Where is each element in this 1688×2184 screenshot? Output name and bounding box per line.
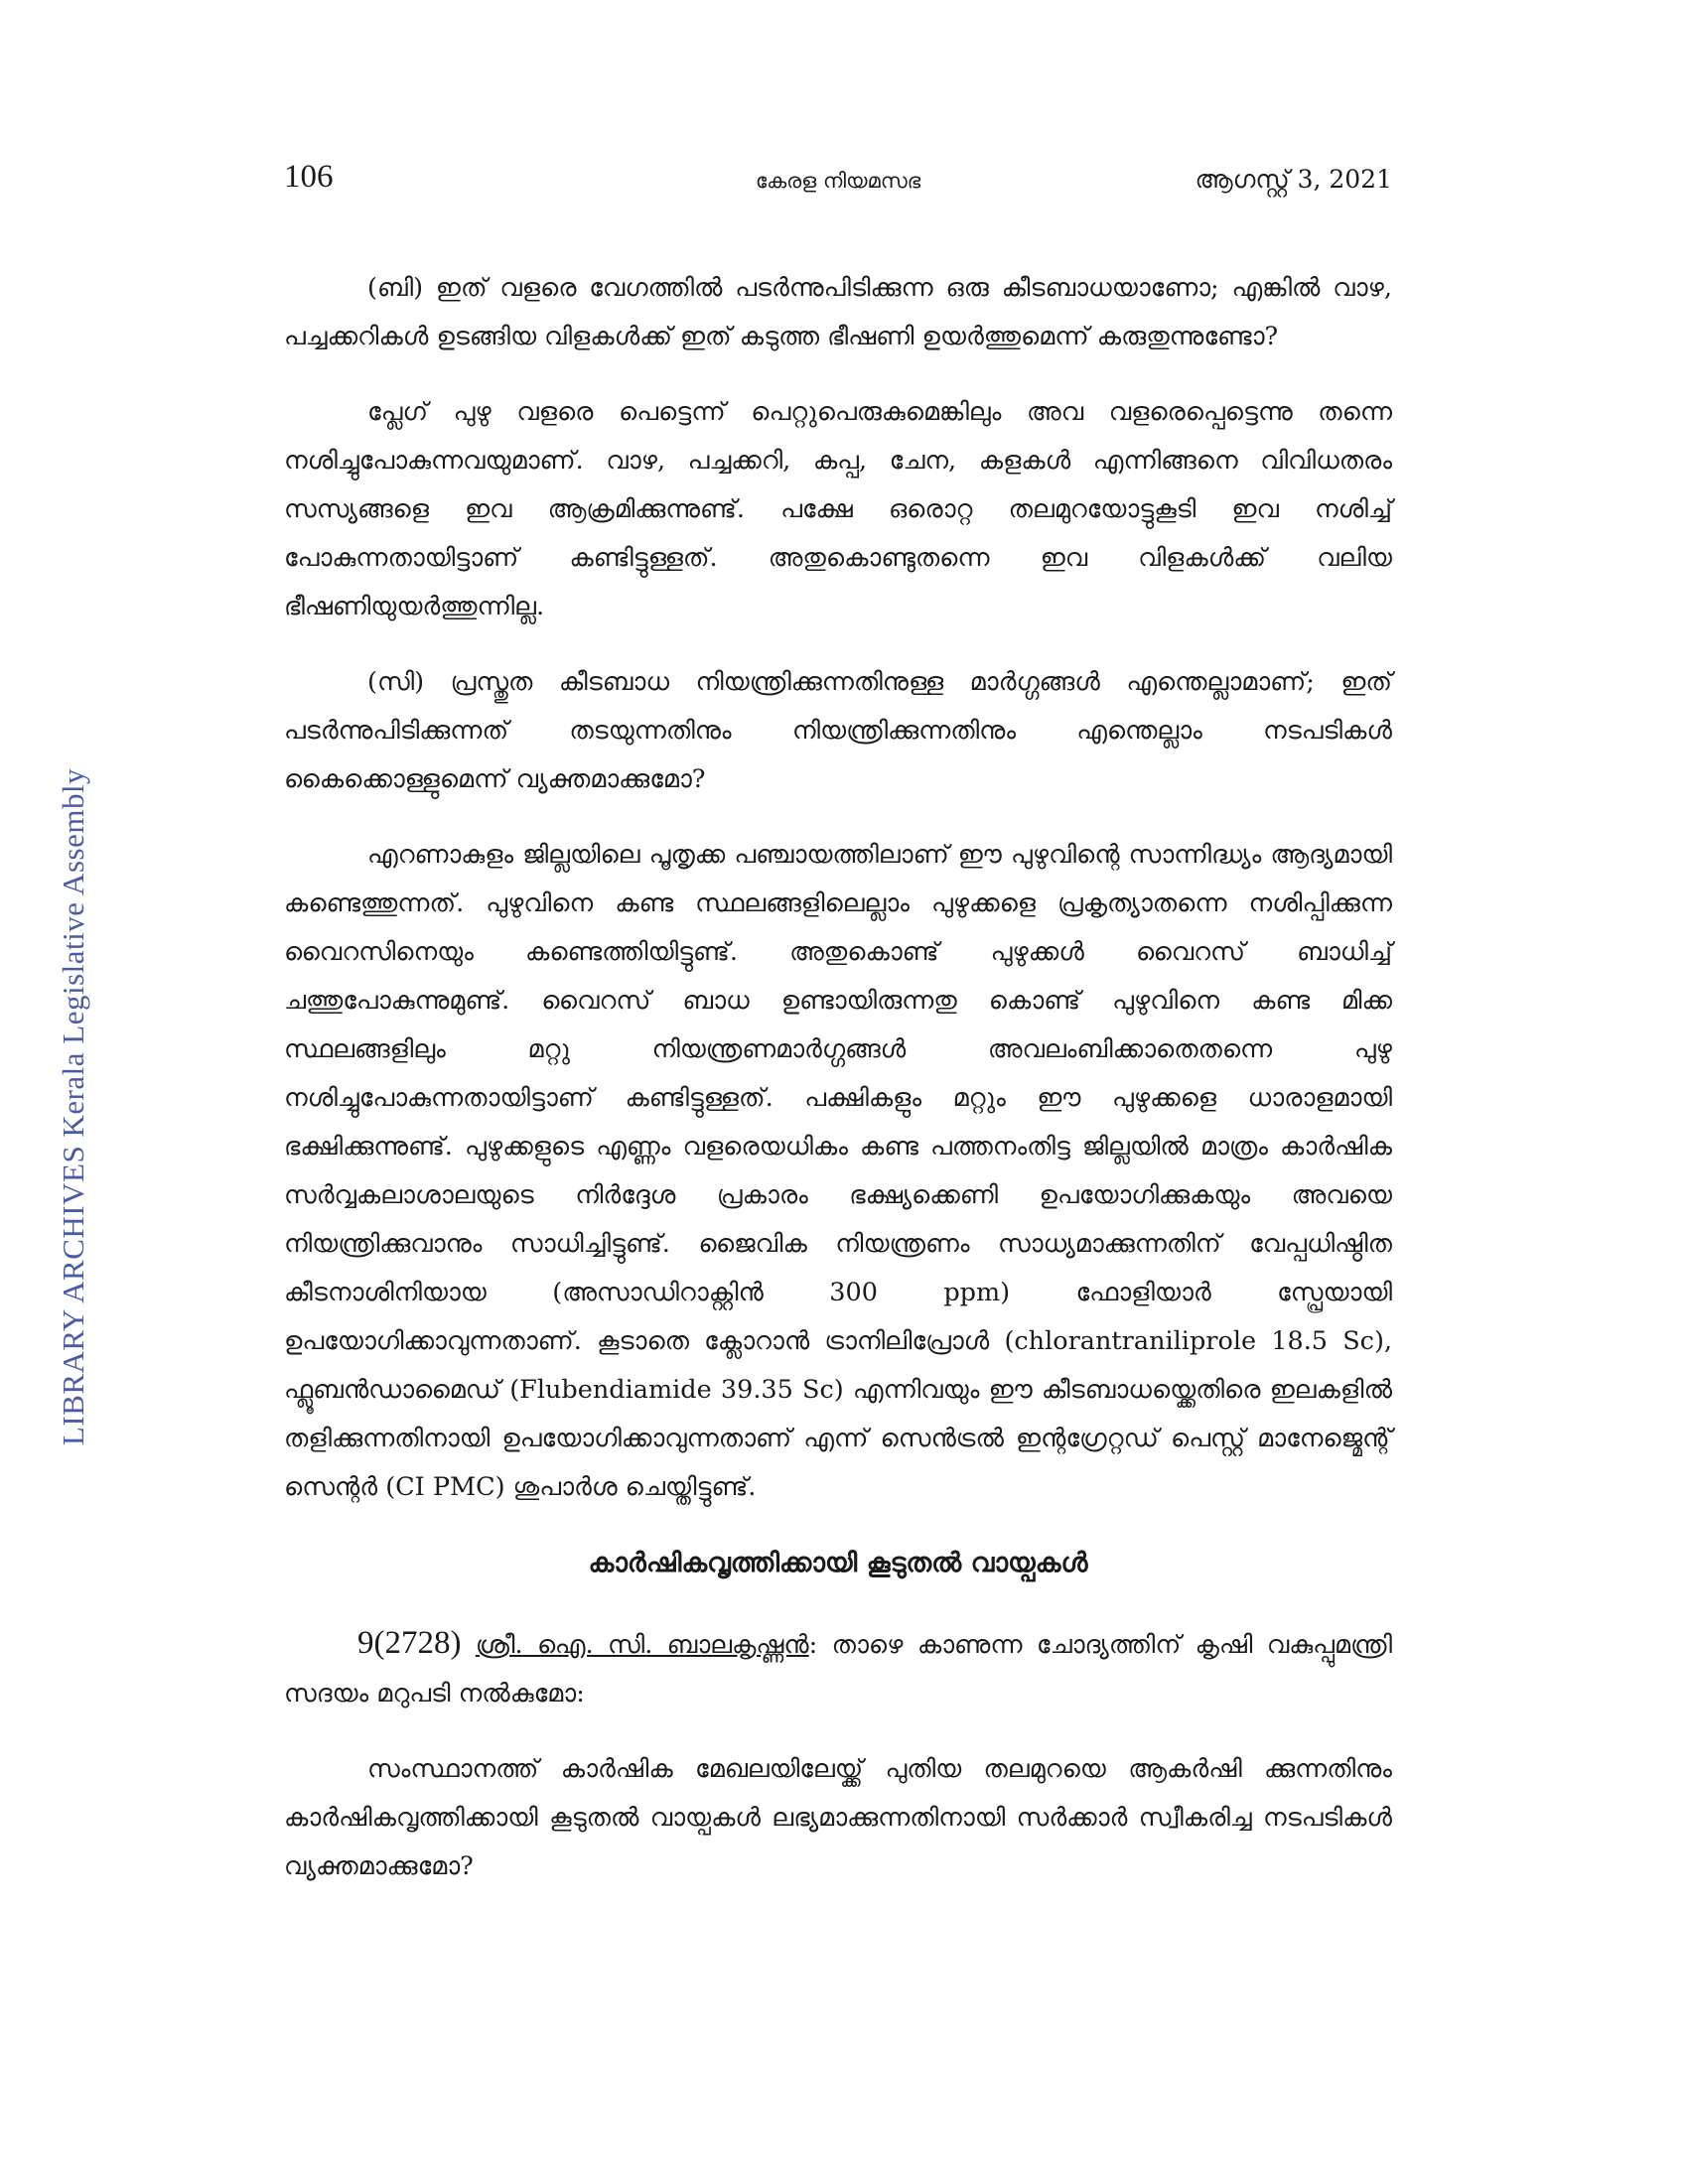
archive-watermark: LIBRARY ARCHIVES Kerala Legislative Assembly <box>56 767 90 1446</box>
section-heading: കാർഷികവൃത്തിക്കായി കൂടുതൽ വായ്പകൾ <box>588 1548 1088 1578</box>
running-title: കേരള നിയമസഭ <box>755 169 921 193</box>
page-header <box>284 159 1392 203</box>
question-number: 9(2728) <box>357 1625 462 1661</box>
page-date: ആഗസ്റ്റ് 3, 2021 <box>1195 165 1392 194</box>
question-text: : താഴെ കാണുന്ന ചോദ്യത്തിന് കൃഷി വകുപ്പുമന്ത്രി സദയം മറുപടി നൽകുമോ: <box>284 1630 1393 1708</box>
page-content <box>284 264 1392 1918</box>
page-number: 106 <box>284 159 334 195</box>
answer-b: പ്ലേഗ് പുഴു വളരെ പെട്ടെന്ന് പെറ്റുപെരുകുമെങ്കിലും അവ വളരെപ്പെട്ടെന്നു തന്നെ നശിച്ചുപോകുന്നവയുമാണ്. വാഴ, പച്ചക്കറി, കപ്പ, ചേന, കളകൾ എന്നിങ്ങനെ വിവിധതരം സസ്യങ്ങളെ ഇവ ആക്രമിക്കുന്നുണ്ട്. പക്ഷേ ഒരൊറ്റ തലമുറയോട്ടുകൂടി ഇവ നശിച്ച് പോകുന്നതായിട്ടാണ് കണ്ടിട്ടുള്ളത്. അതുകൊണ്ടുതന്നെ ഇവ വിളകൾക്ക് വലിയ ഭീഷണിയുയർത്തുന്നില്ല. <box>284 397 1393 621</box>
question-9-sub: സംസ്ഥാനത്ത് കാർഷിക മേഖലയിലേയ്ക്ക് പുതിയ തലമുറയെ ആകർഷി ക്കുന്നതിനും കാർഷികവൃത്തിക്കായി കൂടുതൽ വായ്പകൾ ലഭ്യമാക്കുന്നതിനായി സർക്കാർ സ്വീകരിച്ച നടപടികൾ വ്യക്തമാക്കുമോ? <box>284 1754 1392 1881</box>
question-member: ശ്രീ. ഐ. സി. ബാലകൃഷ്ണൻ <box>475 1630 809 1660</box>
answer-c: എറണാകുളം ജില്ലയിലെ പൂതൃക്ക പഞ്ചായത്തിലാണ് ഈ പുഴുവിന്റെ സാന്നിദ്ധ്യം ആദ്യമായി കണ്ടെത്തുന്നത്. പുഴുവിനെ കണ്ട സ്ഥലങ്ങളിലെല്ലാം പുഴുക്കളെ പ്രകൃത്യാതന്നെ നശിപ്പിക്കുന്ന വൈറസിനെയും കണ്ടെത്തിയിട്ടുണ്ട്. അതുകൊണ്ട് പുഴുക്കൾ വൈറസ് ബാധിച്ച് ചത്തുപോകുന്നുമുണ്ട്. വൈറസ് ബാധ ഉണ്ടായിരുന്നതു കൊണ്ട് പുഴുവിനെ കണ്ട മിക്ക സ്ഥലങ്ങളിലും മറ്റു നിയന്ത്രണമാർഗ്ഗങ്ങൾ അവലംബിക്കാതെതന്നെ പുഴു നശിച്ചുപോകുന്നതായിട്ടാണ് കണ്ടിട്ടുള്ളത്. പക്ഷികളും മറ്റും ഈ പുഴുക്കളെ ധാരാളമായി ഭക്ഷിക്കുന്നുണ്ട്. പുഴുക്കളുടെ എണ്ണം വളരെയധികം കണ്ട പത്തനംതിട്ട ജില്ലയിൽ മാത്രം കാർഷിക സർവ്വകലാശാലയുടെ നിർദ്ദേശ പ്രകാരം ഭക്ഷ്യക്കെണി ഉപയോഗിക്കുകയും അവയെ നിയന്ത്രിക്കുവാനും സാധിച്ചിട്ടുണ്ട്. ജൈവിക നിയന്ത്രണം സാധ്യമാക്കുന്നതിന് വേപ്പധിഷ്ഠിത കീടനാശിനിയായ (അസാഡിറാക്റ്റിൻ 300 ppm) ഫോളിയാർ സ്പ്രേയായി ഉപയോഗിക്കാവുന്നതാണ്. കൂടാതെ ക്ലോറാൻ ട്രാനിലിപ്രോൾ (chlorantraniliprole 18.5 Sc), ഫ്ലൂബൻഡാമൈഡ് (Flubendiamide 39.35 Sc) എന്നിവയും ഈ കീടബാധയ്ക്കെതിരെ ഇലകളിൽ തളിക്കുന്നതിനായി ഉപയോഗിക്കാവുന്നതാണ് എന്ന് സെൻട്രൽ ഇന്റഗ്രേറ്റഡ് പെസ്റ്റ് മാനേജ്മെന്റ് സെന്റർ (CI PMC) ശുപാർശ ചെയ്തിട്ടുണ്ട്. <box>284 840 1392 1502</box>
question-9 <box>284 1619 1392 1718</box>
question-c: (സി) പ്രസ്തുത കീടബാധ നിയന്ത്രിക്കുന്നതിനുള്ള മാർഗ്ഗങ്ങൾ എന്തെല്ലാമാണ്; ഇത് പടർന്നുപിടിക്കുന്നത് തടയുന്നതിനും നിയന്ത്രിക്കുന്നതിനും എന്തെല്ലാം നടപടികൾ കൈക്കൊള്ളുമെന്ന് വ്യക്തമാക്കുമോ? <box>284 667 1392 794</box>
question-b: (ബി) ഇത് വളരെ വേഗത്തിൽ പടർന്നുപിടിക്കുന്ന ഒരു കീടബാധയാണോ; എങ്കിൽ വാഴ, പച്ചക്കറികൾ ഉടങ്ങിയ വിളകൾക്ക് ഇത് കടുത്ത ഭീഷണി ഉയർത്തുമെന്ന് കരുതുന്നുണ്ടോ? <box>284 273 1392 351</box>
